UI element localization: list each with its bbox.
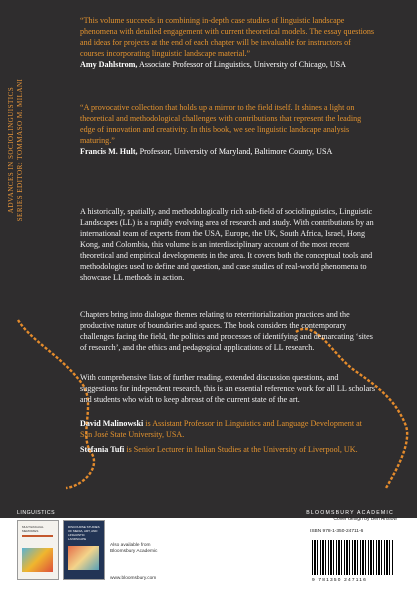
quote-text: “This volume succeeds in combining in-depth case studies of linguistic landscape phenomena with detailed engagement with current theoretical models. The essay questions and ideas for projects at the end of each chapter will be invaluable for instructors of courses incorporating linguistic landscape material.” xyxy=(80,16,375,58)
thumbnail-title: DISCOURSE STUDIES OF MEDIA, ART, AND LINGUISTIC LANDSCAPE xyxy=(68,525,100,541)
barcode-bars xyxy=(312,540,394,575)
reviewer-name: Amy Dahlstrom, xyxy=(80,59,138,69)
description-paragraph: Chapters bring into dialogue themes relating to reterritorialization practices and the productive nature of boundaries and spaces. The book considers the contemporary challenges facing the field, the politics and processes of identifying and demarcating ‘sites of research’, and the ethics and pedagogical applications of LL research. xyxy=(80,310,373,353)
reviewer-name: Francis M. Hult, xyxy=(80,146,138,156)
related-book-thumbnail xyxy=(17,520,59,580)
series-editor: SERIES EDITOR: TOMMASO M. MILANI xyxy=(16,78,24,222)
series-spine-text xyxy=(7,25,35,275)
category-label: LINGUISTICS xyxy=(17,510,56,516)
reviewer-affiliation: Associate Professor of Linguistics, University of Chicago, USA xyxy=(138,59,347,69)
editor-name: David Malinowski xyxy=(80,419,144,428)
editor-description: is Assistant Professor in Linguistics and Language Development at San José State University, USA. xyxy=(80,419,362,439)
thumbnail-image xyxy=(68,546,99,570)
editor-description: is Senior Lecturer in Italian Studies at the University of Liverpool, UK. xyxy=(126,445,358,454)
publisher-label: BLOOMSBURY ACADEMIC xyxy=(306,510,394,516)
quote-attribution xyxy=(80,60,376,71)
related-book-thumbnail xyxy=(63,520,105,580)
barcode-digits: 9 781350 247116 xyxy=(312,578,367,583)
thumbnail-image xyxy=(22,548,53,572)
editor-bio xyxy=(80,444,376,455)
description-paragraph: A historically, spatially, and methodologically rich sub-field of sociolinguistics, Linguistic Landscapes (LL) is a rapidly evolving area of research and study. With contributions by an international team of experts from the USA, Europe, the UK, South Africa, Israel, Hong Kong, and Colombia, this volume is an interdisciplinary account of the most recent theoretical and empirical developments in the area. It covers both the conceptual tools and methodologies used to define and question, and case studies of real-world phenomena to showcase LL methods in action. xyxy=(80,207,374,283)
quote-attribution xyxy=(80,147,376,158)
editor-name: Stefania Tufi xyxy=(80,445,125,454)
publisher-website: www.bloomsbury.com xyxy=(110,576,157,581)
series-title: ADVANCES IN SOCIOLINGUISTICS xyxy=(7,86,15,214)
cover-footer xyxy=(0,508,417,600)
editor-bio xyxy=(80,418,376,440)
reviewer-affiliation: Professor, University of Maryland, Baltimore County, USA xyxy=(139,146,333,156)
endorsement-quote xyxy=(80,16,376,71)
isbn-text: ISBN 978-1-350-24711-6 xyxy=(310,529,364,534)
thumbnail-rule xyxy=(22,535,53,537)
thumbnail-title: MULTILINGUAL MEMORIES xyxy=(22,525,44,533)
description-paragraph: With comprehensive lists of further reading, extended discussion questions, and suggestions for independent research, this is an essential reference work for all LL scholars and students who wish to keep abreast of the current state of the art. xyxy=(80,373,376,405)
quote-text: “A provocative collection that holds up a mirror to the field itself. It shines a light on theoretical and methodological challenges with contributions that represent the leading edge of innovation and creativity. In this book, we see linguistic landscape analysis maturing.” xyxy=(80,103,362,145)
also-available-text: Also available from Bloomsbury Academic xyxy=(110,543,158,554)
endorsement-quote xyxy=(80,103,376,158)
cover-design-credit: Cover design by Ben Anslow xyxy=(333,516,397,522)
